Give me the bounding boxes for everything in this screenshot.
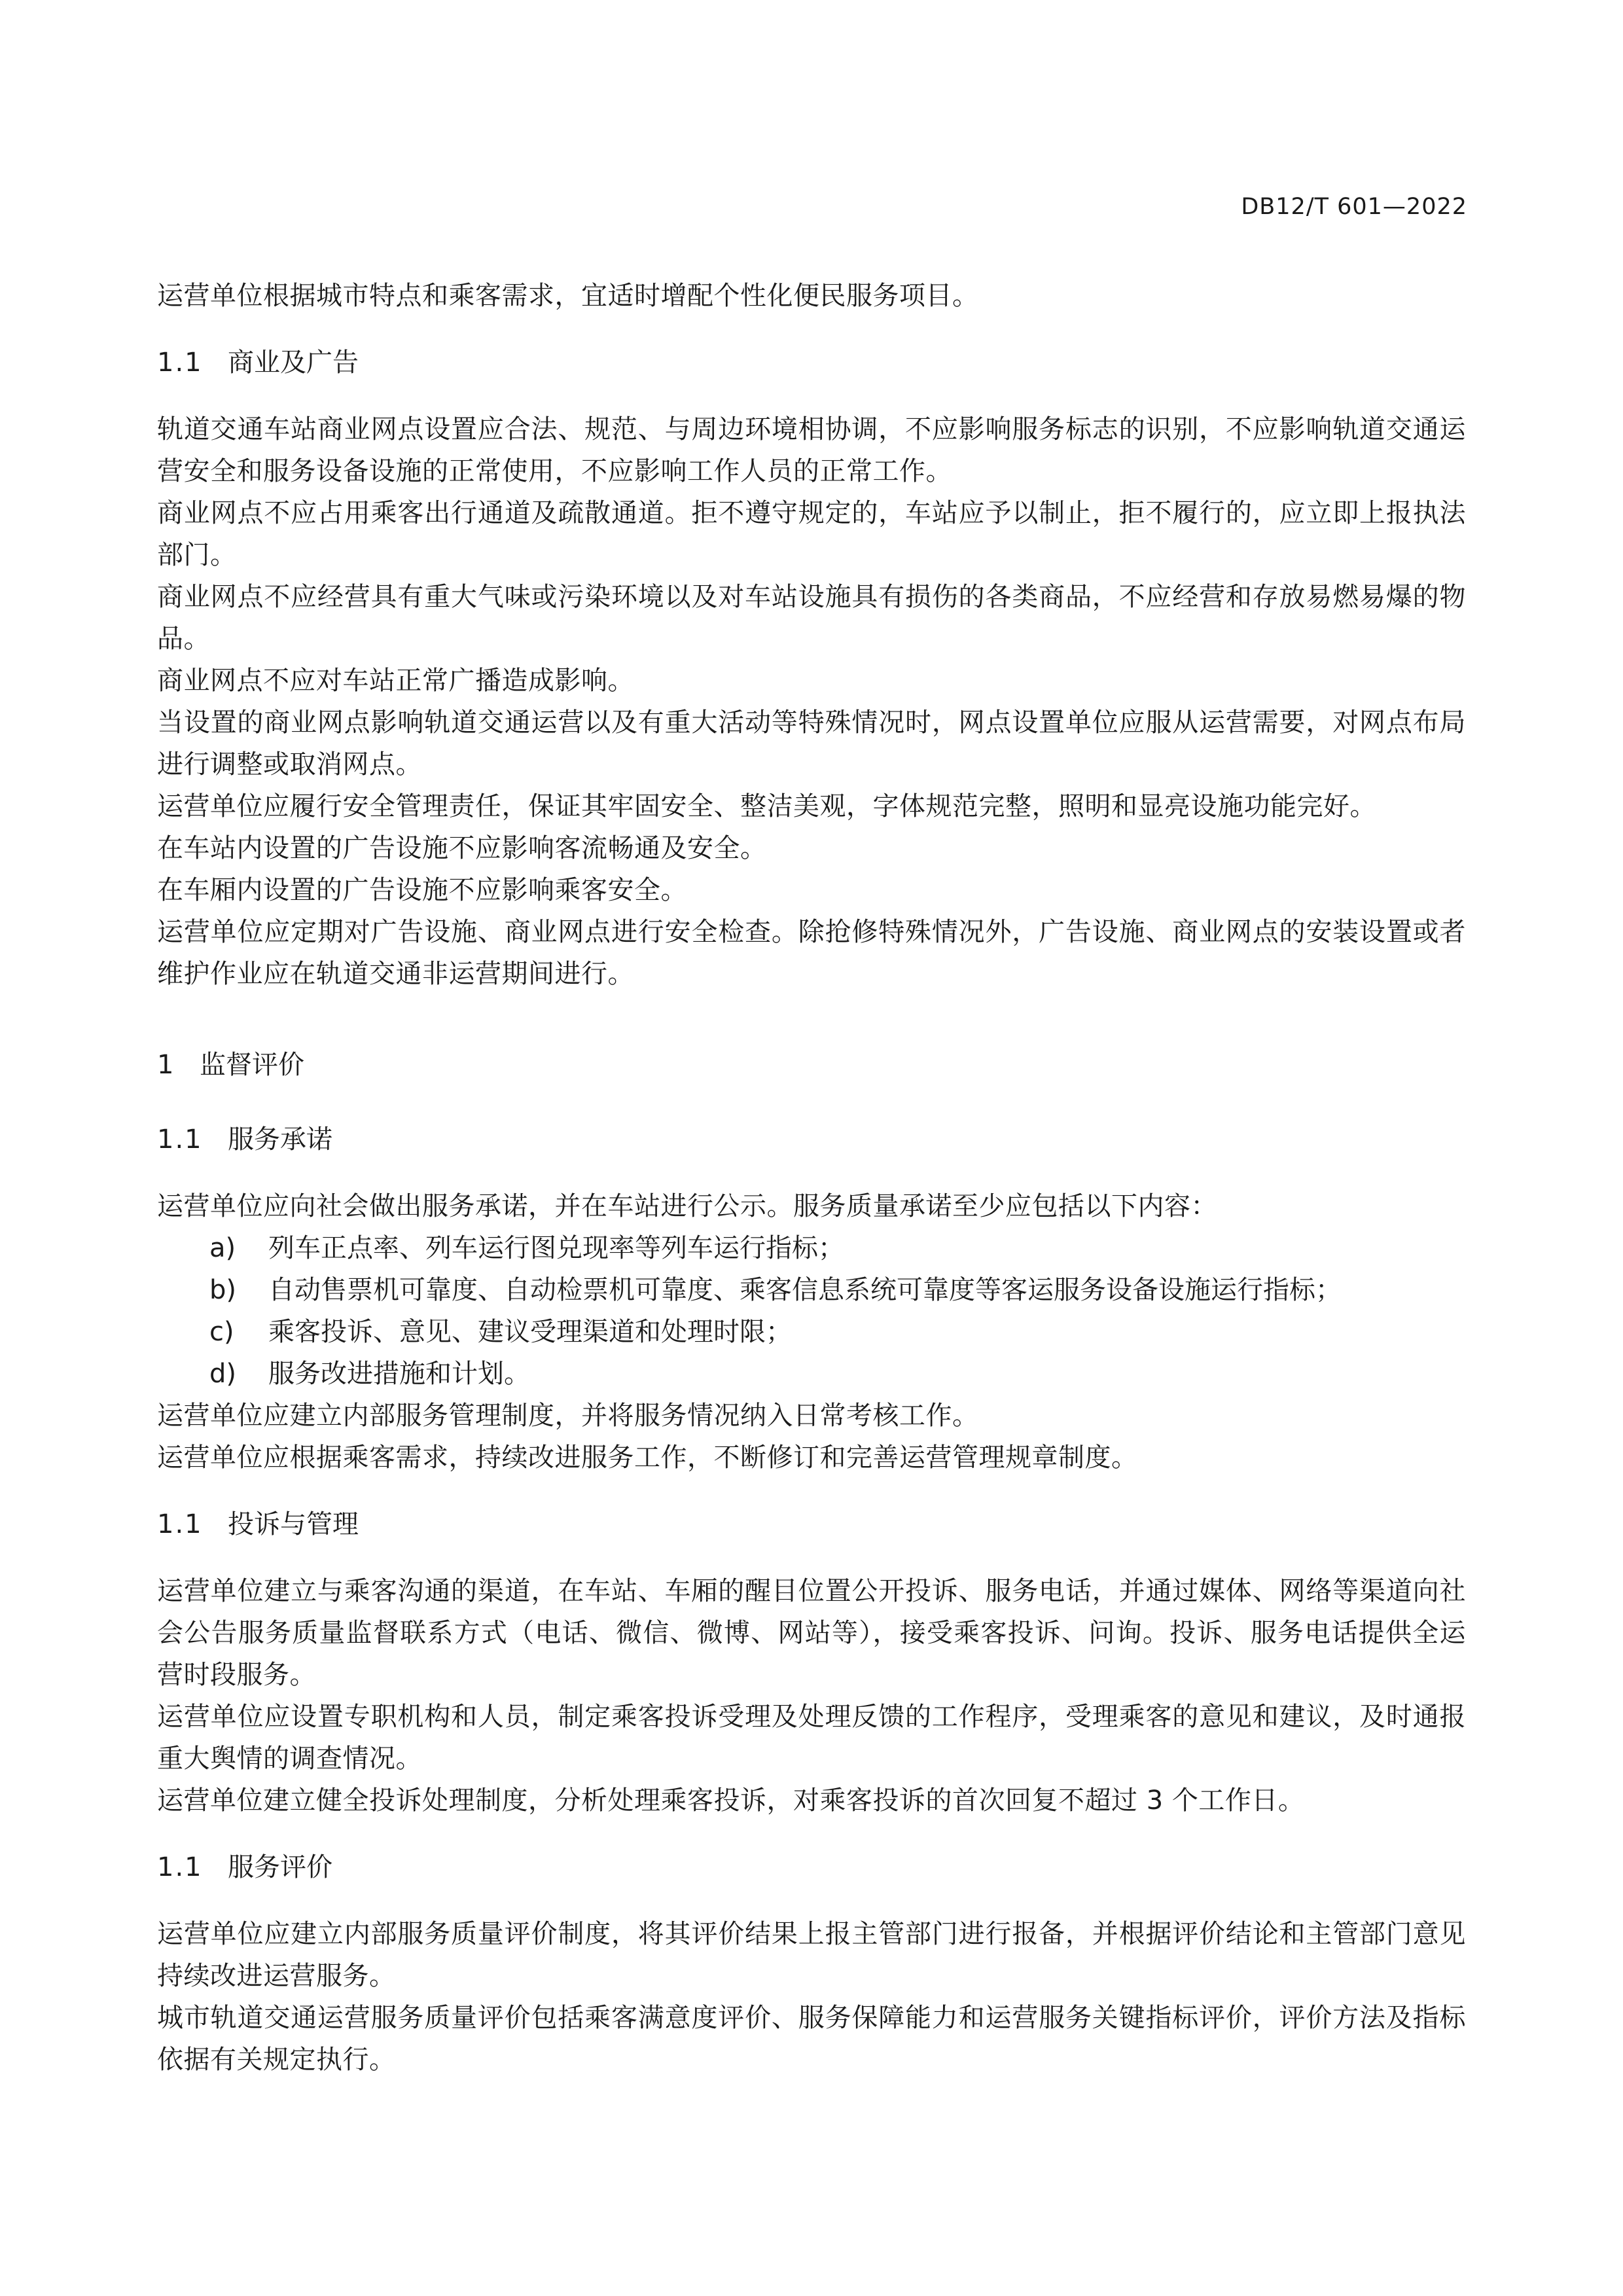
list-text: 乘客投诉、意见、建议受理渠道和处理时限； [268,1317,792,1347]
paragraph: 商业网点不应对车站正常广播造成影响。 [157,666,634,696]
list-marker: b) [209,1275,236,1305]
list-item [157,1227,1466,1269]
paragraph: 运营单位应根据乘客需求，持续改进服务工作，不断修订和完善运营管理规章制度。 [157,1443,1138,1473]
paragraph: 在车厢内设置的广告设施不应影响乘客安全。 [157,875,687,905]
paragraph: 城市轨道交通运营服务质量评价包括乘客满意度评价、服务保障能力和运营服务关键指标评价，评价方法及指标依据有关规定执行。 [157,2003,1466,2075]
section-title: 投诉与管理 [228,1509,359,1539]
paragraph: 运营单位应履行安全管理责任，保证其牢固安全、整洁美观，字体规范完整，照明和显亮设施功能完好。 [157,791,1376,821]
section-heading-commit [157,1119,1466,1160]
section-number: 1.1 [157,348,203,378]
section-number: 1.1 [157,1852,203,1882]
section-title: 服务评价 [228,1852,332,1882]
list-item [157,1269,1466,1311]
paragraph: 运营单位应设置专职机构和人员，制定乘客投诉受理及处理反馈的工作程序，受理乘客的意见和建议，及时通报重大舆情的调查情况。 [157,1702,1466,1774]
list-marker: c) [209,1317,234,1347]
document-body [157,275,1466,2081]
paragraph: 运营单位建立健全投诉处理制度，分析处理乘客投诉，对乘客投诉的首次回复不超过 3 个工作日。 [157,1785,1305,1816]
paragraph: 在车站内设置的广告设施不应影响客流畅通及安全。 [157,833,767,863]
chapter-number: 1 [157,1050,175,1080]
paragraph: 运营单位应建立内部服务质量评价制度，将其评价结果上报主管部门进行报备，并根据评价结论和主管部门意见持续改进运营服务。 [157,1919,1466,1991]
paragraph: 运营单位应定期对广告设施、商业网点进行安全检查。除抢修特殊情况外，广告设施、商业网点的安装设置或者维护作业应在轨道交通非运营期间进行。 [157,917,1466,989]
list-item [157,1353,1466,1395]
list-text: 服务改进措施和计划。 [268,1359,530,1389]
section-title: 服务承诺 [228,1124,332,1155]
list-marker: a) [209,1233,236,1263]
section-number: 1.1 [157,1509,203,1539]
chapter-heading [157,1044,1466,1086]
paragraph: 商业网点不应经营具有重大气味或污染环境以及对车站设施具有损伤的各类商品，不应经营和存放易燃易爆的物品。 [157,582,1466,654]
paragraph: 商业网点不应占用乘客出行通道及疏散通道。拒不遵守规定的，车站应予以制止，拒不履行的，应立即上报执法部门。 [157,498,1466,570]
section-heading-eval [157,1846,1466,1888]
chapter-title: 监督评价 [200,1050,304,1080]
document-code: DB12/T 601—2022 [1241,194,1467,220]
paragraph: 当设置的商业网点影响轨道交通运营以及有重大活动等特殊情况时，网点设置单位应服从运营需要，对网点布局进行调整或取消网点。 [157,708,1466,780]
section-heading-ads [157,342,1466,384]
section-number: 1.1 [157,1124,203,1155]
intro-paragraph: 运营单位根据城市特点和乘客需求，宜适时增配个性化便民服务项目。 [157,281,979,311]
section-heading-complaint [157,1503,1466,1545]
paragraph: 运营单位应向社会做出服务承诺，并在车站进行公示。服务质量承诺至少应包括以下内容： [157,1191,1217,1221]
list-marker: d) [209,1359,236,1389]
section-title: 商业及广告 [228,348,359,378]
paragraph: 运营单位建立与乘客沟通的渠道，在车站、车厢的醒目位置公开投诉、服务电话，并通过媒体、网络等渠道向社会公告服务质量监督联系方式（电话、微信、微博、网站等），接受乘客投诉、问询。投诉、服务电话提供全运营时段服务。 [157,1576,1466,1690]
list-text: 列车正点率、列车运行图兑现率等列车运行指标； [268,1233,844,1263]
list-text: 自动售票机可靠度、自动检票机可靠度、乘客信息系统可靠度等客运服务设备设施运行指标； [268,1275,1342,1305]
paragraph: 轨道交通车站商业网点设置应合法、规范、与周边环境相协调，不应影响服务标志的识别，不应影响轨道交通运营安全和服务设备设施的正常使用，不应影响工作人员的正常工作。 [157,414,1466,486]
paragraph: 运营单位应建立内部服务管理制度，并将服务情况纳入日常考核工作。 [157,1401,979,1431]
list-item [157,1311,1466,1353]
